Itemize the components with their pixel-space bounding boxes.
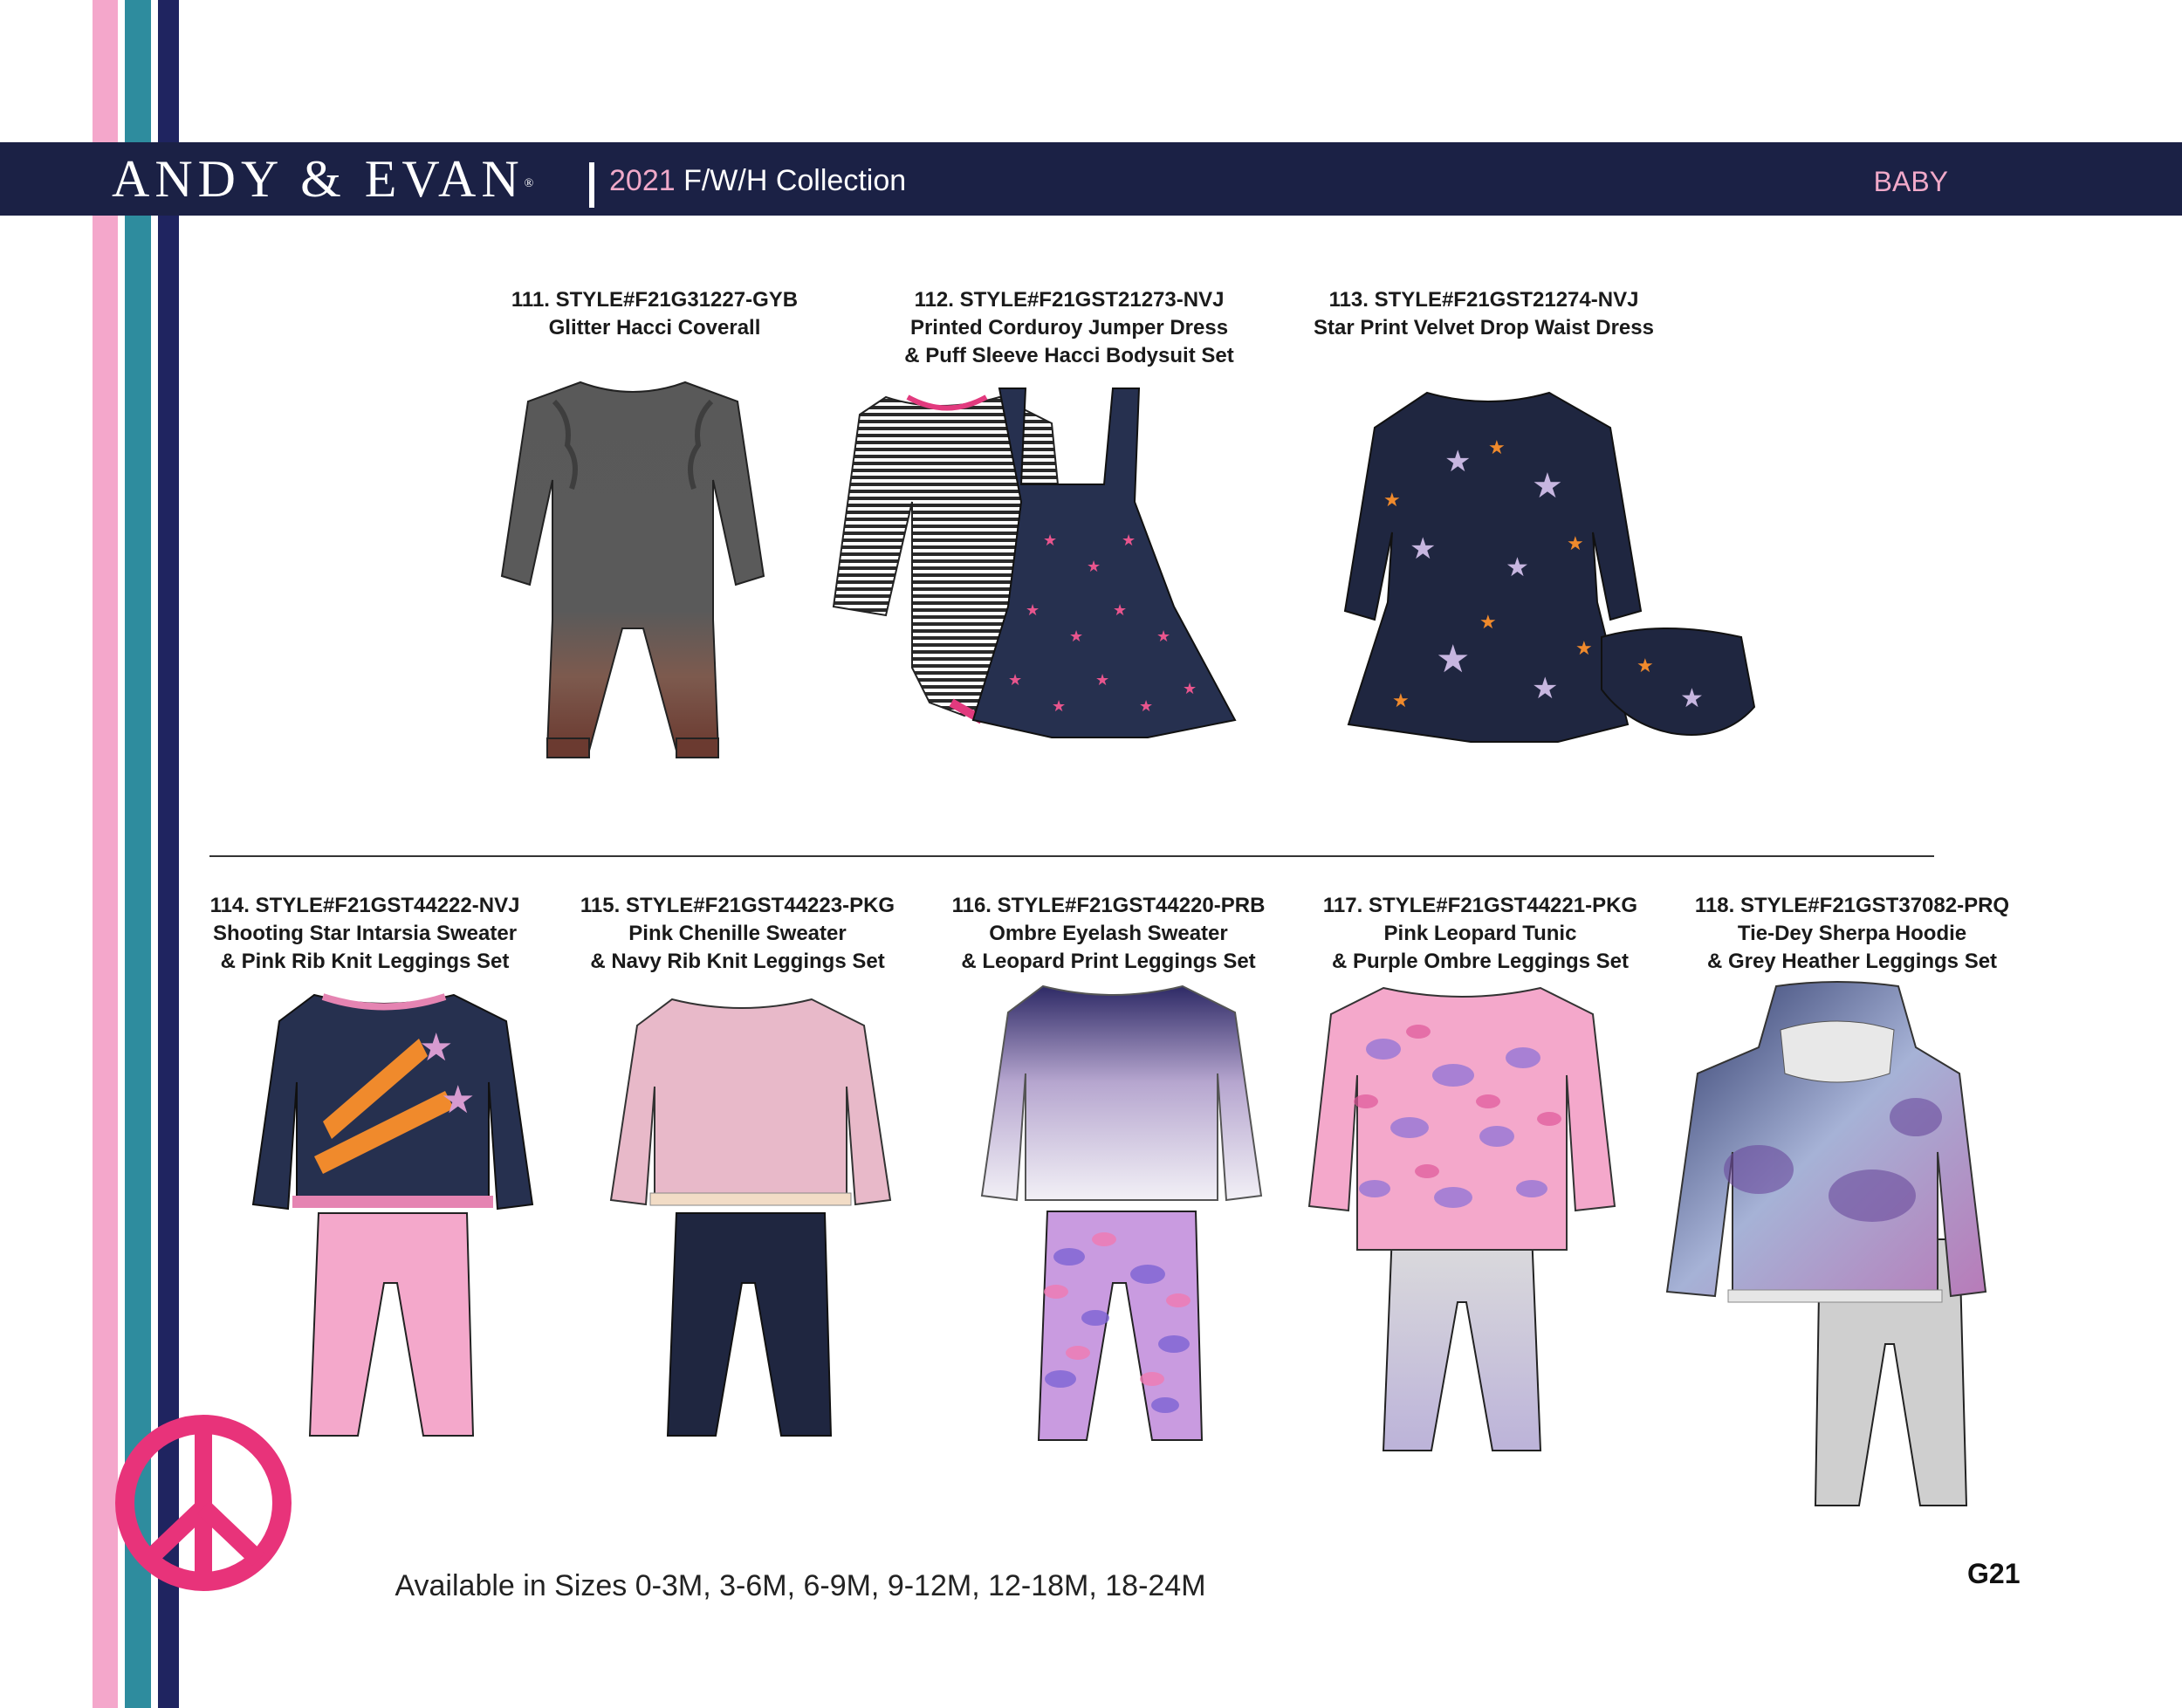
- svg-text:★: ★: [1392, 689, 1410, 711]
- item-116-label: [934, 892, 1283, 976]
- svg-text:★: ★: [1636, 655, 1654, 676]
- item-111-label: [480, 286, 829, 342]
- item-desc-2: & Navy Rib Knit Leggings Set: [590, 950, 885, 973]
- svg-text:★: ★: [1506, 553, 1529, 582]
- collection-name: F/W/H Collection: [683, 164, 907, 197]
- ombre-sweater-set-illustration: [973, 977, 1270, 1484]
- category-label: BABY: [1873, 166, 1948, 197]
- item-style: 115. STYLE#F21GST44223-PKG: [580, 894, 895, 917]
- item-118-label: [1678, 892, 2027, 976]
- page-number: G21: [1967, 1558, 2021, 1589]
- svg-text:★: ★: [1156, 628, 1171, 645]
- brand-name: ANDY & EVAN: [112, 150, 525, 208]
- item-style: 112. STYLE#F21GST21273-NVJ: [914, 288, 1225, 312]
- peace-sign-icon: [112, 1411, 295, 1595]
- item-desc-2: & Puff Sleeve Hacci Bodysuit Set: [904, 344, 1234, 367]
- shooting-star-set-illustration: [244, 986, 541, 1475]
- svg-text:★: ★: [1113, 601, 1128, 619]
- collection-title: [609, 161, 906, 200]
- item-desc-2: & Leopard Print Leggings Set: [961, 950, 1256, 973]
- svg-text:★: ★: [1575, 637, 1593, 659]
- item-style: 114. STYLE#F21GST44222-NVJ: [209, 894, 520, 917]
- svg-text:★: ★: [1069, 628, 1084, 645]
- svg-text:★: ★: [1026, 601, 1040, 619]
- item-desc: Pink Chenille Sweater: [628, 922, 847, 945]
- svg-text:★: ★: [1410, 532, 1437, 566]
- item-desc: Star Print Velvet Drop Waist Dress: [1314, 316, 1654, 340]
- item-desc-2: & Pink Rib Knit Leggings Set: [220, 950, 510, 973]
- svg-text:★: ★: [1680, 684, 1704, 713]
- svg-text:★: ★: [1008, 671, 1023, 689]
- sizes-note: Available in Sizes 0-3M, 3-6M, 6-9M, 9-12M, 12-18M, 18-24M: [395, 1569, 1206, 1602]
- item-desc: Shooting Star Intarsia Sweater: [212, 922, 518, 945]
- item-117-label: [1306, 892, 1655, 976]
- svg-text:★: ★: [1488, 436, 1506, 458]
- item-style: 116. STYLE#F21GST44220-PRB: [951, 894, 1266, 917]
- leopard-tunic-set-illustration: [1305, 979, 1619, 1468]
- item-style: 111. STYLE#F21G31227-GYB: [511, 288, 799, 312]
- header-divider: [589, 162, 594, 208]
- item-desc: Ombre Eyelash Sweater: [989, 922, 1228, 945]
- coverall-illustration: [484, 367, 781, 785]
- item-desc: Tie-Dey Sherpa Hoodie: [1737, 922, 1967, 945]
- collection-year: 2021: [609, 164, 676, 197]
- jumper-dress-illustration: [825, 371, 1244, 772]
- svg-text:★: ★: [419, 1026, 454, 1069]
- item-115-label: [563, 892, 912, 976]
- item-style: 118. STYLE#F21GST37082-PRQ: [1694, 894, 2010, 917]
- svg-text:★: ★: [1567, 532, 1584, 554]
- item-desc-2: & Purple Ombre Leggings Set: [1331, 950, 1630, 973]
- svg-text:★: ★: [1479, 611, 1497, 633]
- svg-text:★: ★: [441, 1079, 476, 1122]
- svg-text:★: ★: [1052, 697, 1067, 715]
- registered-mark: ®: [524, 177, 534, 190]
- star-dress-illustration: [1340, 375, 1759, 768]
- svg-text:★: ★: [1436, 638, 1471, 681]
- svg-text:★: ★: [1043, 532, 1058, 549]
- item-style: 113. STYLE#F21GST21274-NVJ: [1328, 288, 1639, 312]
- svg-text:★: ★: [1183, 680, 1197, 697]
- sherpa-hoodie-set-illustration: [1663, 977, 1994, 1510]
- svg-text:★: ★: [1532, 467, 1563, 505]
- item-style: 117. STYLE#F21GST44221-PKG: [1322, 894, 1638, 917]
- svg-text:★: ★: [1444, 445, 1472, 478]
- item-112-label: [873, 286, 1266, 370]
- item-desc-2: & Grey Heather Leggings Set: [1706, 950, 1998, 973]
- item-desc: Glitter Hacci Coverall: [548, 316, 761, 340]
- chenille-sweater-set-illustration: [602, 991, 899, 1479]
- item-desc: Printed Corduroy Jumper Dress: [909, 316, 1229, 340]
- item-desc: Pink Leopard Tunic: [1383, 922, 1577, 945]
- item-113-label: [1292, 286, 1676, 342]
- svg-text:★: ★: [1095, 671, 1110, 689]
- brand-logo: [112, 150, 533, 208]
- svg-text:★: ★: [1087, 558, 1101, 575]
- svg-text:★: ★: [1383, 489, 1401, 511]
- row-divider: [209, 855, 1934, 857]
- item-114-label: [190, 892, 539, 976]
- svg-text:★: ★: [1139, 697, 1154, 715]
- svg-text:★: ★: [1122, 532, 1136, 549]
- svg-text:★: ★: [1532, 672, 1559, 705]
